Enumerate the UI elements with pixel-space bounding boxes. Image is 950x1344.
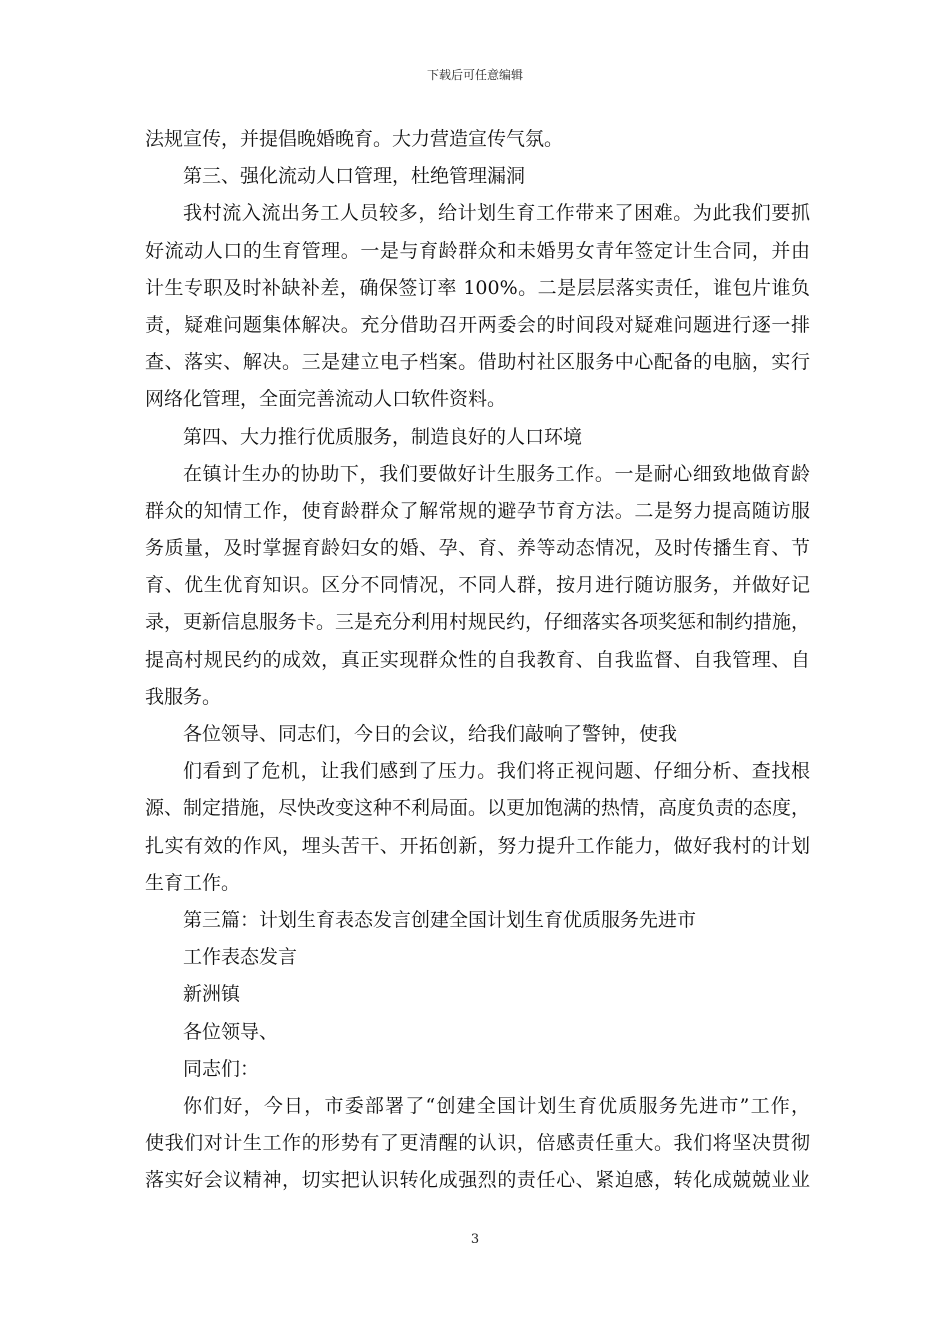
body-line: 责，疑难问题集体解决。充分借助召开两委会的时间段对疑难问题进行逐一排: [145, 313, 810, 336]
body-line: 好流动人口的生育管理。一是与育龄群众和未婚男女青年签定计生合同，并由: [145, 239, 810, 262]
body-line: 务质量，及时掌握育龄妇女的婚、孕、育、养等动态情况，及时传播生育、节: [145, 537, 810, 560]
body-line: 网络化管理，全面完善流动人口软件资料。: [145, 388, 507, 411]
section-heading: 第四、大力推行优质服务，制造良好的人口环境: [183, 425, 583, 448]
body-line: 在镇计生办的协助下，我们要做好计生服务工作。一是耐心细致地做育龄: [183, 462, 810, 485]
body-line: 提高村规民约的成效，真正实现群众性的自我教育、自我监督、自我管理、自: [145, 648, 810, 671]
body-line: 我服务。: [145, 685, 222, 708]
body-line: 育、优生优育知识。区分不同情况，不同人群，按月进行随访服务，并做好记: [145, 574, 810, 597]
document-body: [145, 121, 810, 1199]
salutation-line: 各位领导、: [183, 1020, 279, 1043]
body-line: 你们好，今日，市委部署了“创建全国计划生育优质服务先进市”工作，: [183, 1094, 810, 1117]
page-number: 3: [470, 1232, 480, 1247]
body-line: 录，更新信息服务卡。三是充分利用村规民约，仔细落实各项奖惩和制约措施，: [145, 611, 811, 634]
body-line: 各位领导、同志们，今日的会议，给我们敲响了警钟，使我: [183, 723, 678, 745]
author-line: 新洲镇: [183, 983, 241, 1006]
document-header-note: 下载后可任意编辑: [426, 68, 523, 82]
body-line: 生育工作。: [145, 871, 241, 894]
body-line: 使我们对计生工作的形势有了更清醒的认识，倍感责任重大。我们将坚决贯彻: [145, 1132, 810, 1155]
body-line: 查、落实、解决。三是建立电子档案。借助村社区服务中心配备的电脑，实行: [145, 351, 810, 374]
body-line: 落实好会议精神，切实把认识转化成强烈的责任心、紧迫感，转化成兢兢业业: [145, 1169, 810, 1192]
article-title: 第三篇：计划生育表态发言创建全国计划生育优质服务先进市: [183, 908, 697, 931]
body-line: 法规宣传，并提倡晚婚晚育。大力营造宣传气氛。: [145, 128, 564, 150]
body-line: 计生专职及时补缺补差，确保签订率 100%。二是层层落实责任，谁包片谁负: [145, 276, 810, 299]
body-line: 扎实有效的作风，埋头苦干、开拓创新，努力提升工作能力，做好我村的计划: [145, 834, 810, 857]
salutation-line: 同志们：: [183, 1057, 260, 1080]
body-line: 群众的知情工作，使育龄群众了解常规的避孕节育方法。二是努力提高随访服: [145, 499, 810, 522]
article-subtitle: 工作表态发言: [183, 946, 298, 969]
section-heading: 第三、强化流动人口管理，杜绝管理漏洞: [183, 165, 526, 188]
body-line: 我村流入流出务工人员较多，给计划生育工作带来了困难。为此我们要抓: [183, 202, 810, 225]
body-line: 源、制定措施，尽快改变这种不利局面。以更加饱满的热情，高度负责的态度，: [145, 797, 811, 820]
body-line: 们看到了危机，让我们感到了压力。我们将正视问题、仔细分析、查找根: [183, 760, 810, 783]
